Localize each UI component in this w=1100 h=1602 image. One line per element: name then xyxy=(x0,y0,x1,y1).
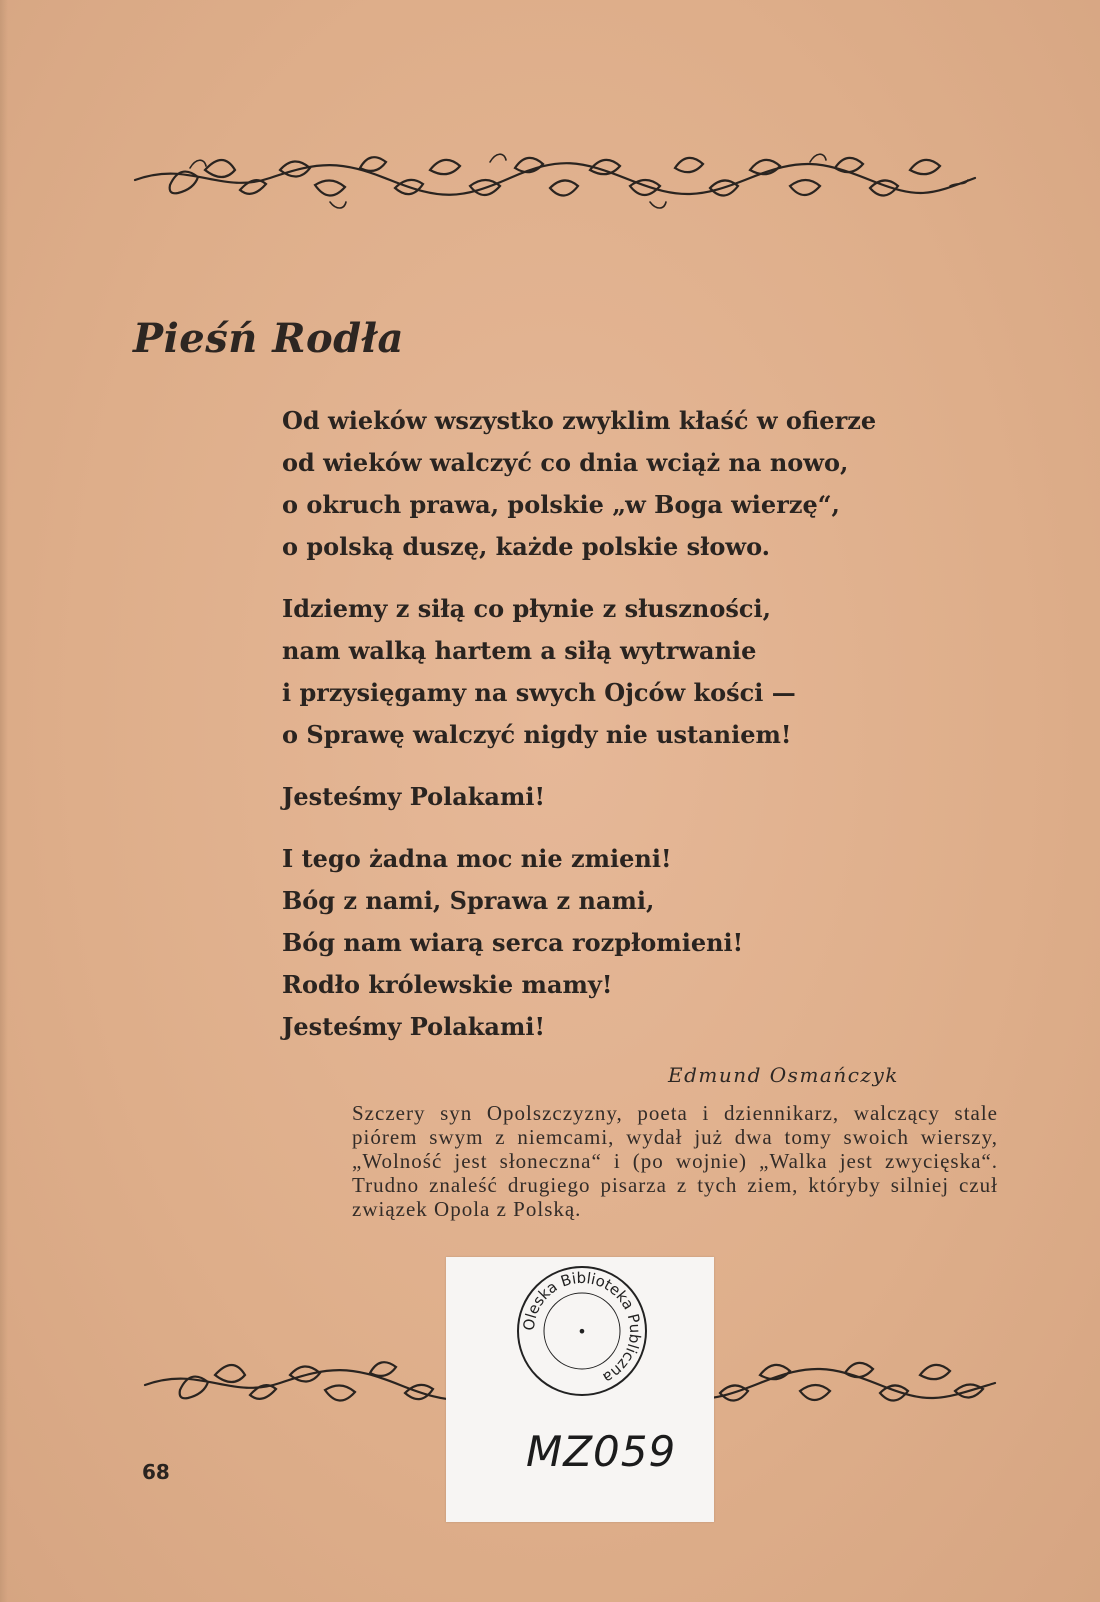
poem-line: Od wieków wszystko zwyklim kłaść w ofierze xyxy=(282,406,877,435)
poem-line: o okruch prawa, polskie „w Boga wierzę“, xyxy=(282,490,840,519)
stanza-1 xyxy=(282,400,982,568)
svg-text:•: • xyxy=(577,1322,587,1341)
stanza-2 xyxy=(282,588,982,756)
poem-line: Bóg nam wiarą serca rozpłomieni! xyxy=(282,928,744,957)
stamp-text: Oleska Biblioteka Publiczna xyxy=(519,1268,645,1388)
poem-line: i przysięgamy na swych Ojców kości — xyxy=(282,678,796,707)
poem-line: Rodło królewskie mamy! xyxy=(282,970,613,999)
poem-line: Idziemy z siłą co płynie z słuszności, xyxy=(282,594,771,623)
library-label xyxy=(446,1257,714,1522)
poem-line: nam walką hartem a siłą wytrwanie xyxy=(282,636,757,665)
poem-title: Pieśń Rodła xyxy=(133,315,404,362)
page-edge-shadow xyxy=(0,0,8,1602)
page-number: 68 xyxy=(142,1460,170,1484)
author-bio: Szczery syn Opolszczyzny, poeta i dziennikarz, walczący stale piórem swym z niemcami, wydał już dwa tomy swoich wierszy, „Wolność jest słoneczna“ i (po wojnie) „Walka jest zwycięska“. Trudno znaleść drugiego pisarza z tych ziem, któryby silniej czuł związek Opola z Polską. xyxy=(352,1101,998,1221)
poem-line: Bóg z nami, Sprawa z nami, xyxy=(282,886,655,915)
poem-line: o polską duszę, każde polskie słowo. xyxy=(282,532,771,561)
refrain xyxy=(282,776,982,818)
poem-line: Jesteśmy Polakami! xyxy=(282,1012,546,1041)
stanza-3 xyxy=(282,838,982,1048)
poem-line: Jesteśmy Polakami! xyxy=(282,782,546,811)
library-stamp xyxy=(512,1261,652,1401)
author-name: Edmund Osmańczyk xyxy=(668,1063,899,1087)
poem-line: o Sprawę walczyć nigdy nie ustaniem! xyxy=(282,720,792,749)
poem-line: od wieków walczyć co dnia wciąż na nowo, xyxy=(282,448,849,477)
poem-line: I tego żadna moc nie zmieni! xyxy=(282,844,672,873)
shelfmark: MZ059 xyxy=(526,1427,677,1476)
top-vine-ornament xyxy=(130,140,980,220)
poem-body xyxy=(282,400,982,1068)
